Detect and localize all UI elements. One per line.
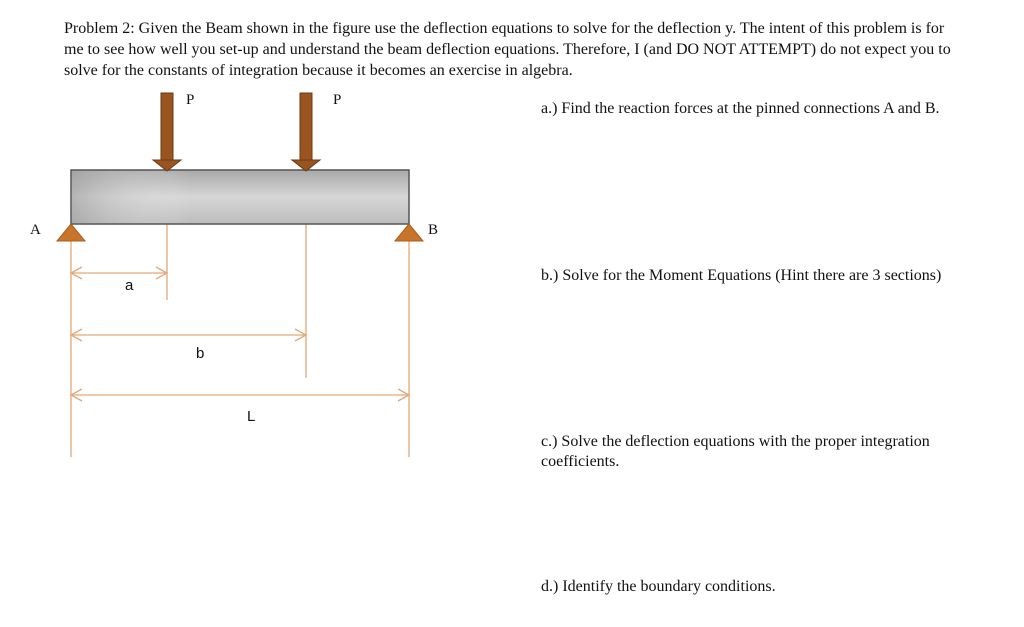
question-b: b.) Solve for the Moment Equations (Hint there are 3 sections) xyxy=(541,267,942,284)
dimension-line-b xyxy=(71,329,306,341)
dimension-label-l: L xyxy=(247,408,256,425)
question-c: c.) Solve the deflection equations with the proper integration coefficients. xyxy=(541,433,930,470)
support-a xyxy=(57,224,85,241)
support-label-b: B xyxy=(428,222,439,238)
problem-statement: Problem 2: Given the Beam shown in the figure use the deflection equations to solve for the deflection y. The intent of this problem is for me to see how well you set-up and understand the beam deflection equations. Therefore, I (and DO NOT ATTEMPT) do not expect you to solve for the constants of integration because it becomes an exercise in algebra. xyxy=(64,20,951,79)
load-label-p-2: P xyxy=(333,92,342,108)
dimension-label-a: a xyxy=(125,277,134,294)
load-label-p-1: P xyxy=(186,92,195,108)
load-arrow-1 xyxy=(153,93,181,171)
question-a: a.) Find the reaction forces at the pinned connections A and B. xyxy=(541,100,940,117)
load-arrow-2 xyxy=(292,93,320,171)
dimension-label-b: b xyxy=(196,345,205,362)
beam xyxy=(71,170,409,224)
question-d: d.) Identify the boundary conditions. xyxy=(541,578,776,595)
dimension-line-a xyxy=(71,267,167,279)
dimension-line-l xyxy=(71,389,409,401)
support-b xyxy=(395,224,423,241)
support-label-a: A xyxy=(30,222,41,238)
